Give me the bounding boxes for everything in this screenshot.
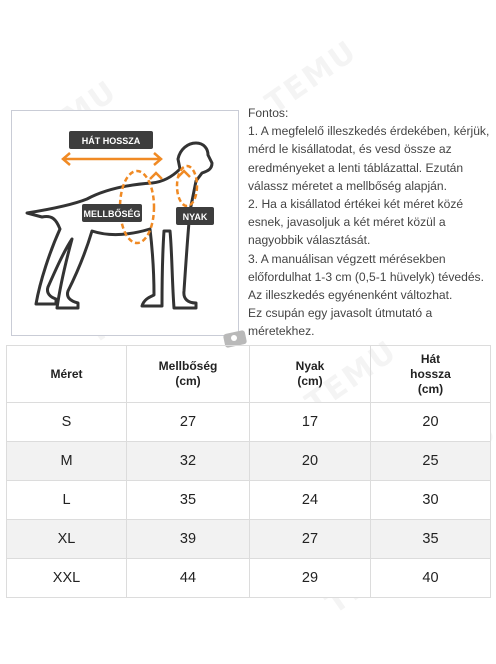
chest-label: MELLBŐSÉG <box>83 209 141 219</box>
cell-size: M <box>7 442 127 481</box>
table-row <box>7 442 491 481</box>
notes-line: Fontos: <box>248 106 289 120</box>
header-neck: Nyak (cm) <box>250 346 371 403</box>
cell-chest: 39 <box>127 520 250 559</box>
notes-line: Az illeszkedés egyénenként változhat. <box>248 288 453 303</box>
cell-neck: 17 <box>250 403 371 442</box>
header-size: Méret <box>7 346 127 403</box>
table-row <box>7 481 491 520</box>
notes-line: eredményeket a lenti táblázattal. Ezután <box>248 160 464 175</box>
cell-neck: 29 <box>250 559 371 598</box>
table-row <box>7 559 491 598</box>
notes-line: válassz méretet a mellbőség alapján. <box>248 178 447 193</box>
cell-chest: 27 <box>127 403 250 442</box>
back-length-label: HÁT HOSSZA <box>81 136 141 146</box>
cell-back-length: 30 <box>371 481 491 520</box>
table-header-row <box>7 346 491 403</box>
table-row <box>7 403 491 442</box>
notes-line: nagyobbik választását. <box>248 233 371 248</box>
cell-back-length: 40 <box>371 559 491 598</box>
cell-chest: 44 <box>127 559 250 598</box>
cell-size: L <box>7 481 127 520</box>
notes-line: Ez csupán egy javasolt útmutató a <box>248 306 433 321</box>
notes-line: 1. A megfelelő illeszkedés érdekében, kérjük, <box>248 124 490 139</box>
notes-line: előfordulhat 1-3 cm (0,5-1 hüvelyk) tévedés. <box>248 269 484 284</box>
cell-neck: 27 <box>250 520 371 559</box>
notes-line: esnek, javasoljuk a két méret közül a <box>248 215 446 230</box>
notes-text <box>248 104 490 341</box>
cell-back-length: 35 <box>371 520 491 559</box>
notes-line: mérd le kisállatodat, és vesd össze az <box>248 142 452 157</box>
cell-size: S <box>7 403 127 442</box>
size-table <box>6 345 491 598</box>
back-length-arrow <box>63 153 161 165</box>
cell-back-length: 20 <box>371 403 491 442</box>
header-back-length: Hát hossza (cm) <box>371 346 491 403</box>
notes-line: 2. Ha a kisállatod értékei két méret közé <box>248 197 464 212</box>
cell-size: XL <box>7 520 127 559</box>
dog-measurement-illustration <box>11 110 239 336</box>
notes-line: méretekhez. <box>248 324 315 339</box>
header-chest: Mellbőség (cm) <box>127 346 250 403</box>
cell-chest: 35 <box>127 481 250 520</box>
cell-neck: 24 <box>250 481 371 520</box>
neck-label: NYAK <box>182 212 208 222</box>
table-row <box>7 520 491 559</box>
notes-line: 3. A manuálisan végzett mérésekben <box>248 251 446 266</box>
cell-back-length: 25 <box>371 442 491 481</box>
cell-chest: 32 <box>127 442 250 481</box>
cell-size: XXL <box>7 559 127 598</box>
cell-neck: 20 <box>250 442 371 481</box>
